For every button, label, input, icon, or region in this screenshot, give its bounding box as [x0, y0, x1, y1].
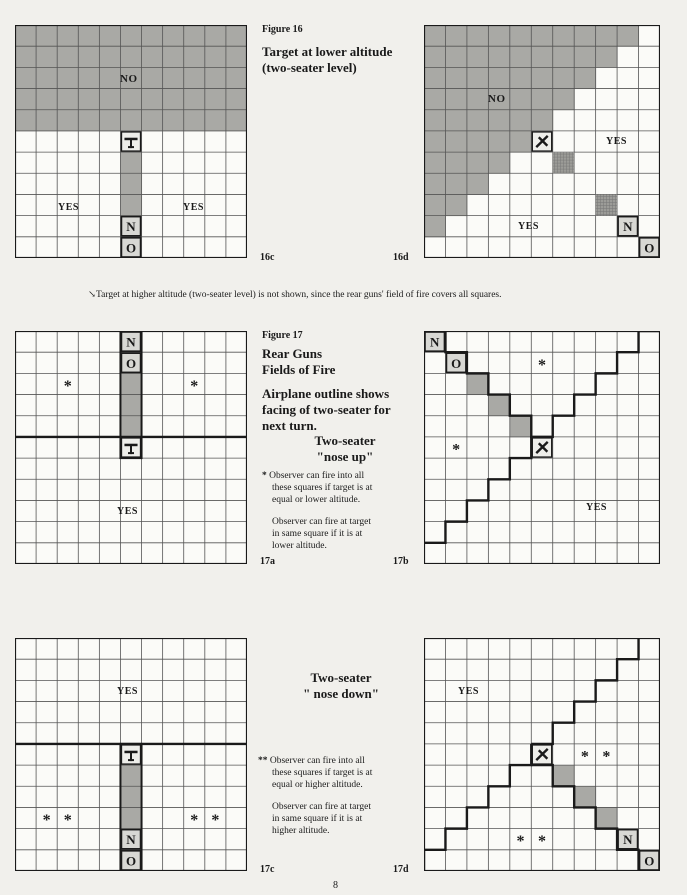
shaded-cell [120, 46, 142, 68]
shaded-cell [78, 110, 100, 132]
shaded-cell [445, 110, 467, 132]
star-mark: * [63, 812, 72, 830]
shaded-cell [596, 46, 618, 68]
nose-up-note-line3: equal or lower altitude. [272, 495, 361, 505]
nose-up-heading-1: Two-seater [314, 433, 376, 448]
no-marker: N [623, 219, 633, 235]
shaded-cell [553, 46, 575, 68]
figure16-title-2: (two-seater level) [262, 60, 357, 75]
figure17-outline-3: next turn. [262, 418, 317, 433]
shaded-cell [445, 152, 467, 174]
shaded-cell [142, 46, 164, 68]
shaded-cell [78, 25, 100, 47]
shaded-cell [510, 46, 532, 68]
nose-down-heading-1: Two-seater [310, 670, 372, 685]
shaded-cell [424, 152, 446, 174]
shaded-cell [424, 194, 446, 216]
shaded-cell [553, 25, 575, 47]
figure17-outline-2: facing of two-seater for [262, 402, 391, 417]
shaded-cell [226, 25, 247, 47]
caption-16d: 16d [393, 252, 409, 263]
shaded-cell [510, 89, 532, 111]
shaded-cell [467, 110, 489, 132]
staircase-upper [531, 638, 638, 744]
shaded-cell [57, 89, 79, 111]
caption-16c: 16c [260, 252, 275, 263]
nose-down-heading-2: " nose down" [303, 686, 379, 701]
shaded-cell [57, 110, 79, 132]
shaded-cell [205, 67, 227, 89]
shaded-cell [553, 89, 575, 111]
shaded-cell [488, 25, 510, 47]
shaded-cell [15, 25, 37, 47]
star-mark: * [190, 377, 199, 395]
no-marker: N [126, 219, 136, 235]
shaded-cell [36, 89, 58, 111]
nose-up-note [262, 470, 372, 506]
star-mark: * [538, 833, 546, 851]
shaded-cell [120, 416, 142, 438]
grid-17d [424, 638, 660, 871]
shaded-cell [445, 46, 467, 68]
shaded-cell [445, 173, 467, 195]
shaded-cell [184, 25, 206, 47]
shaded-cell [163, 46, 185, 68]
figure17-title-1: Rear Guns [262, 346, 323, 361]
shaded-cell [617, 25, 639, 47]
double-star-symbol: ** [258, 756, 268, 766]
shaded-cell [531, 89, 553, 111]
shaded-cell [15, 89, 37, 111]
grid-16c-svg [15, 25, 247, 258]
shaded-cell [467, 25, 489, 47]
shaded-cell [531, 46, 553, 68]
shaded-cell [226, 110, 247, 132]
shaded-cell [99, 110, 121, 132]
grid-17b-svg [424, 331, 660, 564]
shaded-cell [120, 110, 142, 132]
caption-17d: 17d [393, 864, 409, 875]
shaded-cell [120, 395, 142, 417]
shaded-cell [205, 110, 227, 132]
nose-up-note-b: Observer can fire at target in same square if it is at lower altitude. [272, 517, 371, 551]
figure16-title-1: Target at lower altitude [262, 44, 393, 59]
shaded-cell [596, 807, 618, 829]
o-marker: O [125, 853, 137, 869]
shaded-cell [510, 25, 532, 47]
shaded-cell [36, 110, 58, 132]
shaded-cell [574, 46, 596, 68]
shaded-cell [488, 131, 510, 153]
shaded-cell [184, 67, 206, 89]
o-marker: O [451, 355, 462, 371]
shaded-cell [574, 25, 596, 47]
shaded-cell [531, 67, 553, 89]
star-mark: * [211, 812, 220, 830]
shaded-cell [510, 67, 532, 89]
shaded-cell [120, 786, 142, 808]
shaded-cell [78, 67, 100, 89]
o-marker: O [125, 355, 137, 371]
o-marker: O [644, 240, 655, 256]
no-marker: N [126, 832, 136, 848]
shaded-cell [488, 152, 510, 174]
shaded-cell [184, 89, 206, 111]
shaded-cell [120, 194, 142, 216]
grid-17c [15, 638, 247, 871]
star-mark: * [452, 441, 461, 459]
grid-16d-yes-right: YES [606, 136, 627, 147]
grid-17b-yes: YES [586, 502, 607, 513]
footnote-arrow-icon: ↘ [88, 290, 96, 300]
shaded-cell [531, 110, 553, 132]
shaded-cell [15, 110, 37, 132]
shaded-cell [510, 131, 532, 153]
caption-17c: 17c [260, 864, 275, 875]
star-mark: * [516, 833, 525, 851]
shaded-cell [142, 25, 164, 47]
shaded-cell [36, 67, 58, 89]
o-marker: O [644, 853, 655, 869]
grid-16d-yes-bottom: YES [518, 221, 539, 232]
no-marker: N [430, 334, 440, 350]
shaded-cell [445, 131, 467, 153]
star-mark: * [538, 356, 546, 374]
shaded-cell [205, 25, 227, 47]
shaded-cell [467, 173, 489, 195]
shaded-cell [15, 67, 37, 89]
grid-17a-svg [15, 331, 247, 564]
hatched-cell [596, 194, 617, 215]
shaded-cell [531, 25, 553, 47]
shaded-cell [142, 67, 164, 89]
page-number: 8 [333, 880, 338, 891]
shaded-cell [424, 173, 446, 195]
hatched-cell [553, 152, 574, 173]
nose-up-note-line1: * Observer can fire into all [262, 471, 365, 481]
shaded-cell [205, 46, 227, 68]
shaded-cell [120, 152, 142, 174]
star-mark: * [42, 812, 51, 830]
shaded-cell [424, 25, 446, 47]
shaded-cell [78, 89, 100, 111]
shaded-cell [57, 67, 79, 89]
shaded-cell [120, 807, 142, 829]
shaded-cell [99, 25, 121, 47]
figure17-title-2: Fields of Fire [262, 362, 336, 377]
shaded-cell [163, 25, 185, 47]
shaded-cell [424, 131, 446, 153]
shaded-cell [445, 89, 467, 111]
shaded-cell [36, 46, 58, 68]
shaded-cell [488, 395, 510, 417]
shaded-cell [15, 46, 37, 68]
grid-17a [15, 331, 247, 564]
shaded-cell [78, 46, 100, 68]
shaded-cell [445, 25, 467, 47]
no-marker: N [623, 832, 633, 848]
shaded-cell [445, 67, 467, 89]
shaded-cell [467, 152, 489, 174]
shaded-cell [120, 173, 142, 195]
shaded-cell [120, 373, 142, 395]
star-mark: * [602, 748, 611, 766]
shaded-cell [424, 89, 446, 111]
shaded-cell [205, 89, 227, 111]
nose-down-note: ** Observer can fire into all these squares if target is at equal or higher altitude. [258, 756, 373, 790]
shaded-cell [226, 89, 247, 111]
shaded-cell [99, 89, 121, 111]
nose-up-heading-2: "nose up" [316, 449, 374, 464]
footnote [88, 289, 678, 300]
shaded-cell [163, 67, 185, 89]
shaded-cell [424, 110, 446, 132]
shaded-cell [120, 765, 142, 787]
shaded-cell [596, 25, 618, 47]
nose-up-note-line2: these squares if target is at [272, 483, 373, 493]
caption-17b: 17b [393, 556, 409, 567]
shaded-cell [36, 25, 58, 47]
star-symbol: * [262, 471, 267, 481]
shaded-cell [553, 765, 575, 787]
grid-17d-svg [424, 638, 660, 871]
grid-16c-no-label: NO [120, 73, 138, 85]
figure16-label: Figure 16 [262, 24, 303, 35]
shaded-cell [574, 786, 596, 808]
shaded-cell [226, 46, 247, 68]
star-mark: * [190, 812, 199, 830]
shaded-cell [445, 194, 467, 216]
shaded-cell [467, 46, 489, 68]
shaded-cell [120, 89, 142, 111]
grid-17d-yes: YES [458, 686, 479, 697]
shaded-cell [57, 46, 79, 68]
shaded-cell [510, 110, 532, 132]
grid-17b [424, 331, 660, 564]
shaded-cell [184, 46, 206, 68]
nose-down-note-b: Observer can fire at target in same square if it is at higher altitude. [272, 802, 371, 836]
shaded-cell [142, 89, 164, 111]
shaded-cell [574, 67, 596, 89]
no-marker: N [126, 334, 136, 350]
grid-16c-yes-left: YES [58, 202, 79, 213]
shaded-cell [424, 67, 446, 89]
shaded-cell [424, 46, 446, 68]
figure17-outline-1: Airplane outline shows [262, 386, 390, 401]
shaded-cell [99, 67, 121, 89]
shaded-cell [163, 89, 185, 111]
grid-16c [15, 25, 247, 258]
staircase-diagonal [531, 765, 638, 871]
grid-17c-svg [15, 638, 247, 871]
figure17-label: Figure 17 [262, 330, 303, 341]
shaded-cell [488, 110, 510, 132]
shaded-cell [467, 373, 489, 395]
shaded-cell [488, 67, 510, 89]
shaded-cell [424, 216, 446, 238]
shaded-cell [142, 110, 164, 132]
shaded-cell [510, 416, 532, 438]
shaded-cell [467, 89, 489, 111]
footnote-text: Target at higher altitude (two-seater level) is not shown, since the rear guns' field of fire covers all squares. [95, 290, 502, 300]
shaded-cell [57, 25, 79, 47]
grid-17c-yes: YES [117, 686, 138, 697]
grid-17a-yes: YES [117, 506, 138, 517]
caption-17a: 17a [260, 556, 275, 567]
shaded-cell [553, 67, 575, 89]
shaded-cell [488, 46, 510, 68]
grid-16c-yes-right: YES [183, 202, 204, 213]
shaded-cell [184, 110, 206, 132]
shaded-cell [120, 25, 142, 47]
shaded-cell [467, 131, 489, 153]
shaded-cell [99, 46, 121, 68]
grid-16d-no-label: NO [488, 93, 506, 105]
shaded-cell [226, 67, 247, 89]
o-marker: O [125, 240, 137, 256]
star-mark: * [580, 748, 589, 766]
shaded-cell [163, 110, 185, 132]
shaded-cell [467, 67, 489, 89]
star-mark: * [63, 377, 72, 395]
